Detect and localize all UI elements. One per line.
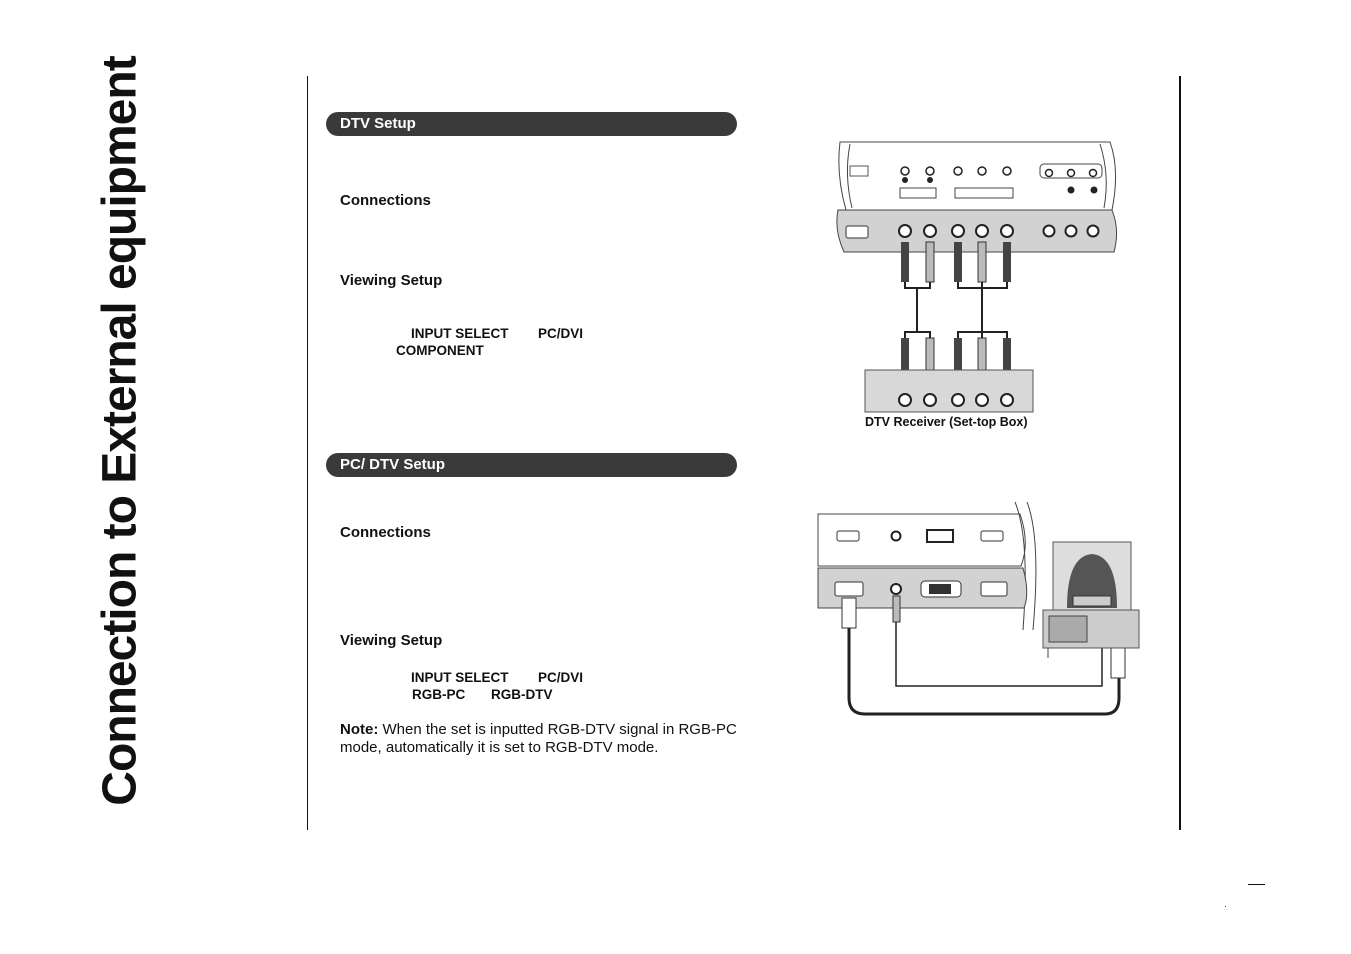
pc-dtv-setup-header-label: PC/ DTV Setup	[340, 456, 446, 473]
page-title: Connection to External equipment	[93, 56, 147, 806]
pcdtv-viewing-setup-heading: Viewing Setup	[340, 632, 443, 649]
page-dot	[1225, 906, 1226, 907]
dtv-viewing-setup-heading: Viewing Setup	[340, 272, 443, 289]
dtv-pc-dvi: PC/DVI	[538, 326, 584, 341]
dtv-receiver-caption: DTV Receiver (Set-top Box)	[865, 415, 1028, 429]
page-number-marker	[1248, 884, 1265, 885]
dtv-component: COMPONENT	[396, 343, 484, 358]
note-text: When the set is inputted RGB-DTV signal in RGB-PC mode, automatically it is set to RGB-DTV mode.	[340, 721, 737, 756]
pc-dtv-connection-diagram	[815, 498, 1145, 720]
dtv-connections-heading: Connections	[340, 192, 431, 209]
pcdtv-pc-dvi: PC/DVI	[538, 670, 584, 685]
pcdtv-rgb-pc: RGB-PC	[412, 687, 466, 702]
dtv-setup-header-label: DTV Setup	[340, 115, 416, 132]
pcdtv-input-select: INPUT SELECT	[411, 670, 509, 685]
dtv-input-select: INPUT SELECT	[411, 326, 509, 341]
dtv-setup-header	[326, 112, 737, 136]
pcdtv-rgb-dtv: RGB-DTV	[491, 687, 553, 702]
right-divider	[1179, 76, 1181, 830]
left-divider	[307, 76, 308, 830]
dtv-connection-diagram	[830, 140, 1130, 415]
note-label: Note:	[340, 721, 379, 738]
note-paragraph	[340, 721, 780, 757]
pc-dtv-setup-header	[326, 453, 737, 477]
pcdtv-connections-heading: Connections	[340, 524, 431, 541]
vertical-page-title	[90, 56, 150, 806]
